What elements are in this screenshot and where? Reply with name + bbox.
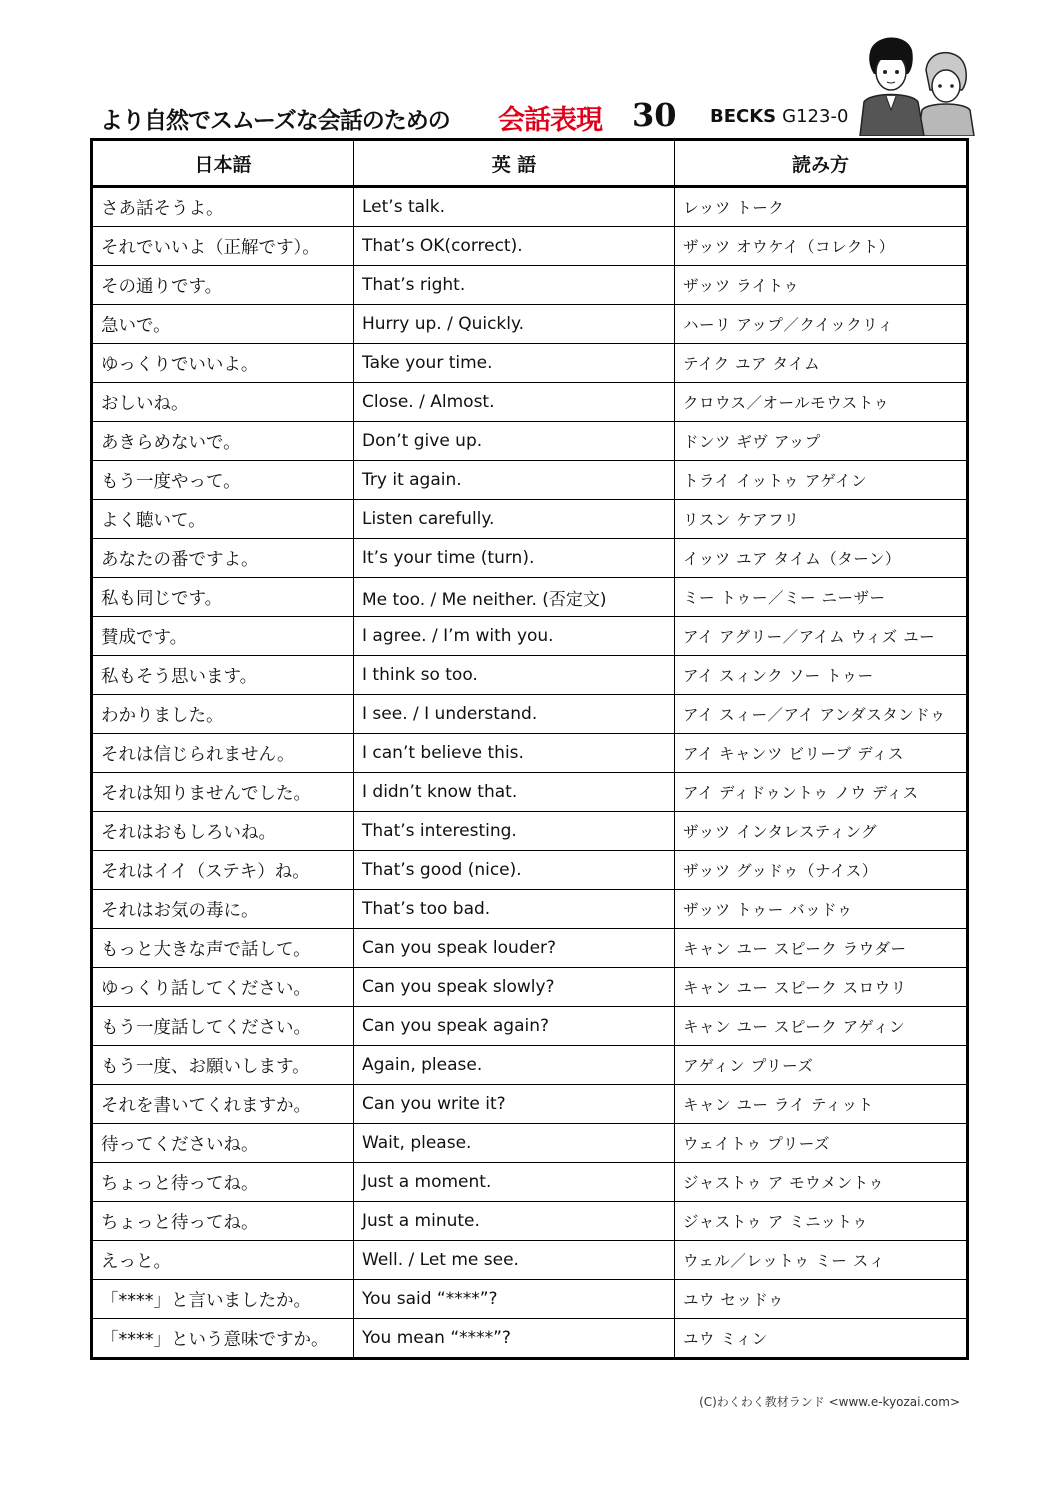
english-cell: Listen carefully. <box>354 500 675 539</box>
japanese-cell: その通りです。 <box>92 266 354 305</box>
column-header-reading: 読み方 <box>675 140 968 187</box>
japanese-cell: あきらめないで。 <box>92 422 354 461</box>
reading-cell: キャン ユー スピーク アゲィン <box>675 1007 968 1046</box>
reading-cell: レッツ トーク <box>675 187 968 227</box>
english-cell: Hurry up. / Quickly. <box>354 305 675 344</box>
reading-cell: ザッツ トゥー バッドゥ <box>675 890 968 929</box>
table-row <box>92 695 968 734</box>
reading-cell: ジャストゥ ア モウメントゥ <box>675 1163 968 1202</box>
reading-cell: ザッツ ライトゥ <box>675 266 968 305</box>
english-cell: Well. / Let me see. <box>354 1241 675 1280</box>
reading-cell: ザッツ グッドゥ（ナイス） <box>675 851 968 890</box>
japanese-cell: それは信じられません。 <box>92 734 354 773</box>
column-header-japanese: 日本語 <box>92 140 354 187</box>
title-number: 30 <box>632 96 677 134</box>
copyright-footer: (C)わくわく教材ランド <www.e-kyozai.com> <box>699 1395 960 1409</box>
english-cell: I can’t believe this. <box>354 734 675 773</box>
table-row <box>92 1007 968 1046</box>
reading-cell: ウェル／レットゥ ミー スィ <box>675 1241 968 1280</box>
table-row <box>92 1280 968 1319</box>
table-row <box>92 266 968 305</box>
japanese-cell: 待ってくださいね。 <box>92 1124 354 1163</box>
japanese-cell: 急いで。 <box>92 305 354 344</box>
english-cell: Again, please. <box>354 1046 675 1085</box>
table-row <box>92 1046 968 1085</box>
reading-cell: ユウ セッドゥ <box>675 1280 968 1319</box>
japanese-cell: もう一度、お願いします。 <box>92 1046 354 1085</box>
english-cell: Don’t give up. <box>354 422 675 461</box>
table-row <box>92 305 968 344</box>
reading-cell: アイ ディドゥントゥ ノウ ディス <box>675 773 968 812</box>
table-row <box>92 461 968 500</box>
title-main: より自然でスムーズな会話のための <box>100 108 450 134</box>
japanese-cell: よく聴いて。 <box>92 500 354 539</box>
japanese-cell: おしいね。 <box>92 383 354 422</box>
japanese-cell: それを書いてくれますか。 <box>92 1085 354 1124</box>
english-cell: Try it again. <box>354 461 675 500</box>
english-cell: You mean “****”? <box>354 1319 675 1359</box>
english-cell: Take your time. <box>354 344 675 383</box>
table-row <box>92 1241 968 1280</box>
reading-cell: ハーリ アップ／クイックリィ <box>675 305 968 344</box>
japanese-cell: それはお気の毒に。 <box>92 890 354 929</box>
japanese-cell: それはイイ（ステキ）ね。 <box>92 851 354 890</box>
english-cell: I see. / I understand. <box>354 695 675 734</box>
table-row <box>92 968 968 1007</box>
japanese-cell: もう一度やって。 <box>92 461 354 500</box>
table-row <box>92 1202 968 1241</box>
table-row <box>92 773 968 812</box>
english-cell: That’s right. <box>354 266 675 305</box>
japanese-cell: 「****」という意味ですか。 <box>92 1319 354 1359</box>
table-row <box>92 617 968 656</box>
table-row <box>92 227 968 266</box>
japanese-cell: 私も同じです。 <box>92 578 354 617</box>
english-cell: You said “****”? <box>354 1280 675 1319</box>
table-row <box>92 1124 968 1163</box>
product-code <box>710 106 848 127</box>
table-row <box>92 344 968 383</box>
japanese-cell: ゆっくり話してください。 <box>92 968 354 1007</box>
reading-cell: トライ イットゥ アゲイン <box>675 461 968 500</box>
table-row <box>92 812 968 851</box>
reading-cell: クロウス／オールモウストゥ <box>675 383 968 422</box>
reading-cell: キャン ユー ライ ティット <box>675 1085 968 1124</box>
english-cell: It’s your time (turn). <box>354 539 675 578</box>
reading-cell: アイ キャンツ ビリーブ ディス <box>675 734 968 773</box>
column-header-english: 英 語 <box>354 140 675 187</box>
japanese-cell: 私もそう思います。 <box>92 656 354 695</box>
table-row <box>92 578 968 617</box>
japanese-cell: 「****」と言いましたか。 <box>92 1280 354 1319</box>
phrase-table <box>90 138 969 1360</box>
table-row <box>92 187 968 227</box>
japanese-cell: わかりました。 <box>92 695 354 734</box>
reading-cell: ミー トゥー／ミー ニーザー <box>675 578 968 617</box>
english-cell: That’s OK(correct). <box>354 227 675 266</box>
table-row <box>92 1319 968 1359</box>
table-row <box>92 890 968 929</box>
reading-cell: ザッツ オウケイ（コレクト） <box>675 227 968 266</box>
english-cell: I didn’t know that. <box>354 773 675 812</box>
japanese-cell: あなたの番ですよ。 <box>92 539 354 578</box>
english-cell: Can you speak slowly? <box>354 968 675 1007</box>
table-header-row <box>92 140 968 187</box>
english-cell: Can you write it? <box>354 1085 675 1124</box>
japanese-cell: それは知りませんでした。 <box>92 773 354 812</box>
reading-cell: アイ アグリー／アイム ウィズ ユー <box>675 617 968 656</box>
english-cell: Can you speak again? <box>354 1007 675 1046</box>
reading-cell: アイ スィー／アイ アンダスタンドゥ <box>675 695 968 734</box>
page-header <box>100 98 970 138</box>
english-cell: Just a minute. <box>354 1202 675 1241</box>
english-cell: Can you speak louder? <box>354 929 675 968</box>
reading-cell: リスン ケアフリ <box>675 500 968 539</box>
japanese-cell: さあ話そうよ。 <box>92 187 354 227</box>
japanese-cell: ちょっと待ってね。 <box>92 1163 354 1202</box>
japanese-cell: 賛成です。 <box>92 617 354 656</box>
japanese-cell: もっと大きな声で話して。 <box>92 929 354 968</box>
japanese-cell: もう一度話してください。 <box>92 1007 354 1046</box>
english-cell: Let’s talk. <box>354 187 675 227</box>
reading-cell: ウェイトゥ プリーズ <box>675 1124 968 1163</box>
reading-cell: ユウ ミィン <box>675 1319 968 1359</box>
reading-cell: キャン ユー スピーク スロウリ <box>675 968 968 1007</box>
table-row <box>92 383 968 422</box>
english-cell: That’s too bad. <box>354 890 675 929</box>
japanese-cell: ちょっと待ってね。 <box>92 1202 354 1241</box>
table-row <box>92 851 968 890</box>
reading-cell: ドンツ ギヴ アップ <box>675 422 968 461</box>
table-row <box>92 539 968 578</box>
reading-cell: アイ スィンク ソー トゥー <box>675 656 968 695</box>
japanese-cell: ゆっくりでいいよ。 <box>92 344 354 383</box>
table-row <box>92 1163 968 1202</box>
english-cell: Wait, please. <box>354 1124 675 1163</box>
japanese-cell: それはおもしろいね。 <box>92 812 354 851</box>
english-cell: That’s interesting. <box>354 812 675 851</box>
english-cell: I agree. / I’m with you. <box>354 617 675 656</box>
japanese-cell: それでいいよ（正解です）。 <box>92 227 354 266</box>
japanese-cell: えっと。 <box>92 1241 354 1280</box>
table-row <box>92 500 968 539</box>
reading-cell: ジャストゥ ア ミニットゥ <box>675 1202 968 1241</box>
english-cell: Close. / Almost. <box>354 383 675 422</box>
english-cell: Me too. / Me neither. (否定文) <box>354 578 675 617</box>
table-row <box>92 656 968 695</box>
reading-cell: テイク ユア タイム <box>675 344 968 383</box>
reading-cell: ザッツ インタレスティング <box>675 812 968 851</box>
table-row <box>92 734 968 773</box>
table-row <box>92 422 968 461</box>
reading-cell: イッツ ユア タイム（ターン） <box>675 539 968 578</box>
english-cell: That’s good (nice). <box>354 851 675 890</box>
code-number: G123-0 <box>782 106 849 127</box>
table-row <box>92 929 968 968</box>
english-cell: I think so too. <box>354 656 675 695</box>
publisher-name: BECKS <box>710 106 777 127</box>
student-illustration <box>856 30 976 136</box>
english-cell: Just a moment. <box>354 1163 675 1202</box>
table-row <box>92 1085 968 1124</box>
reading-cell: アゲィン プリーズ <box>675 1046 968 1085</box>
title-accent: 会話表現 <box>498 105 602 136</box>
reading-cell: キャン ユー スピーク ラウダー <box>675 929 968 968</box>
